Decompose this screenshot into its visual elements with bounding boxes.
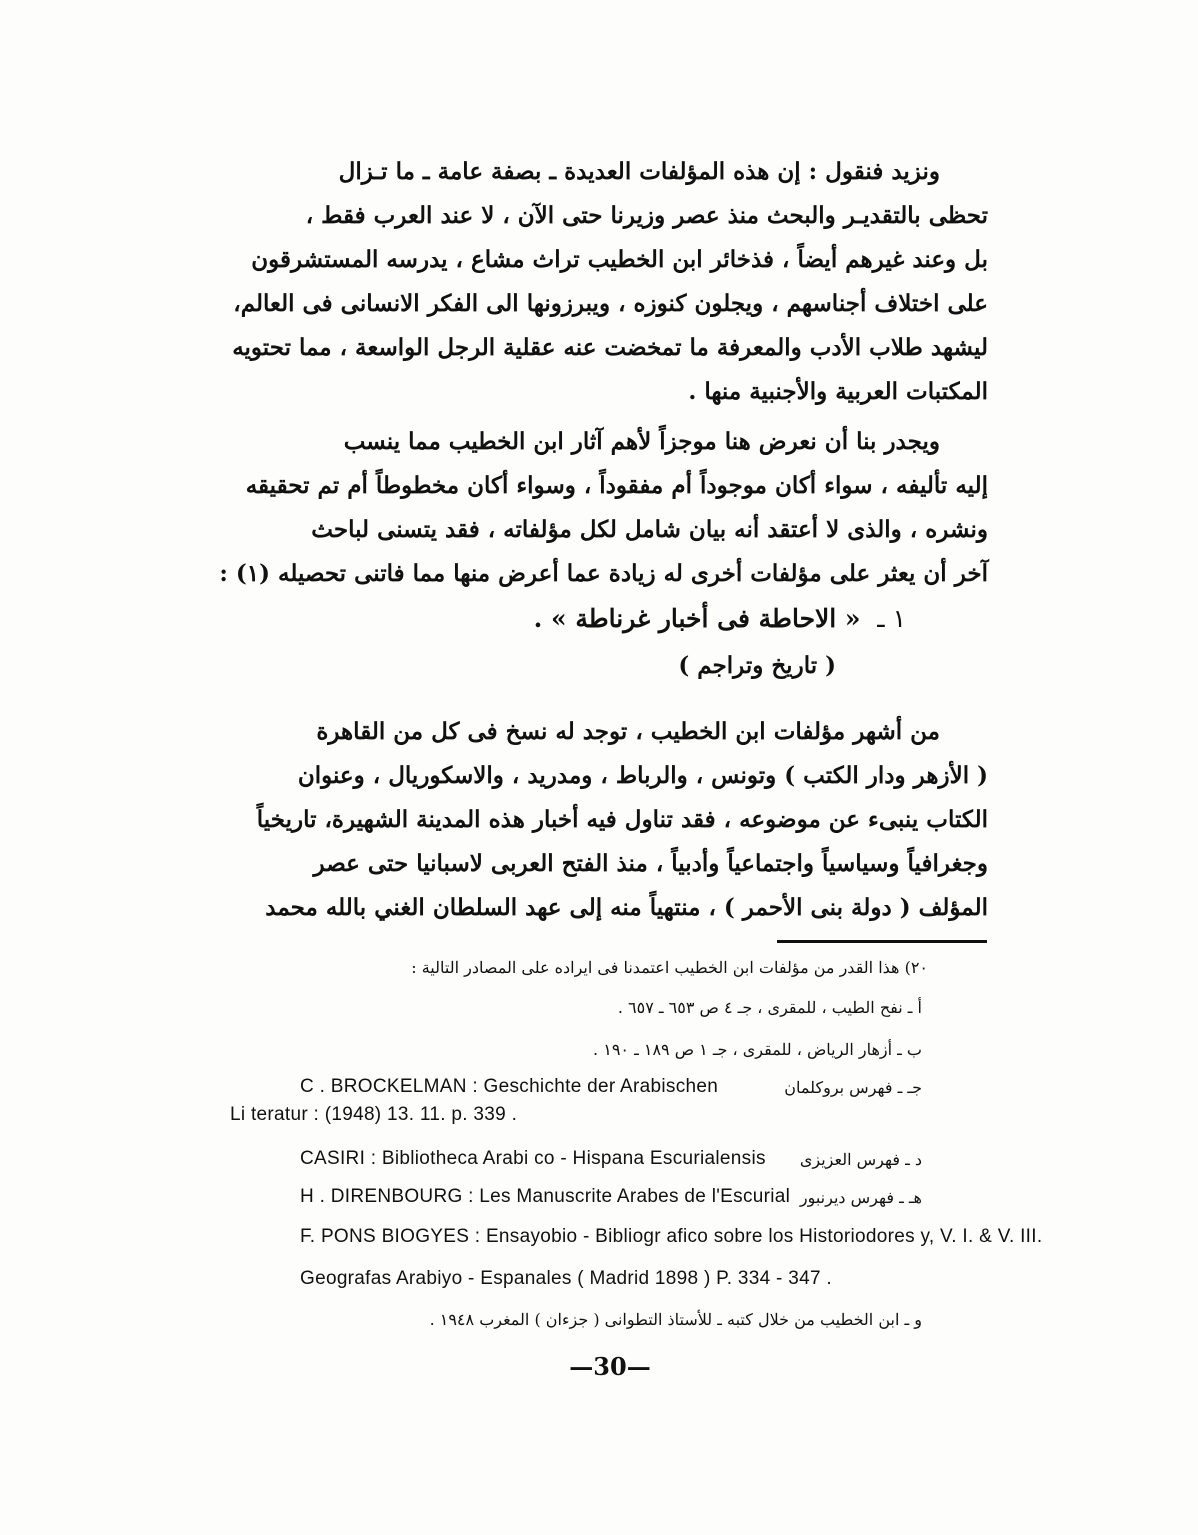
paragraph-line: ويجدر بنا أن نعرض هنا موجزاً لأهم آثار ابن الخطيب مما ينسب [343, 428, 940, 455]
footnote-item-c-latin-continued: Li teratur : (1948) 13. 11. p. 339 . [230, 1104, 518, 1125]
paragraph-line: ونشره ، والذى لا أعتقد أنه بيان شامل لكل مؤلفاته ، فقد يتسنى لباحث [311, 516, 988, 543]
footnote-intro: ٢٠) هذا القدر من مؤلفات ابن الخطيب اعتمدنا فى ايراده على المصادر التالية : [411, 958, 928, 977]
paragraph-line: آخر أن يعثر على مؤلفات أخرى له زيادة عما أعرض منها مما فاتنى تحصيله (١) : [219, 560, 988, 587]
footnote-item-d-latin: CASIRI : Bibliotheca Arabi co - Hispana Escurialensis [300, 1148, 766, 1169]
paragraph-line: ليشهد طلاب الأدب والمعرفة ما تمخضت عنه عقلية الرجل الواسعة ، مما تحتويه [232, 334, 988, 361]
paragraph-line: بل وعند غيرهم أيضاً ، فذخائر ابن الخطيب تراث مشاع ، يدرسه المستشرقون [251, 246, 988, 273]
paragraph-2 [219, 420, 988, 596]
footnote-item-a: أ ـ نفح الطيب ، للمقرى ، جـ ٤ ص ٦٥٣ ـ ٦٥٧ . [617, 998, 922, 1017]
paragraph-line: من أشهر مؤلفات ابن الخطيب ، توجد له نسخ فى كل من القاهرة [316, 718, 940, 745]
paragraph-line: تحظى بالتقديـر والبحث منذ عصر وزيرنا حتى الآن ، لا عند العرب فقط ، [305, 202, 988, 229]
footnote-separator [777, 940, 987, 943]
paragraph-line: الكتاب ينبىء عن موضوعه ، فقد تناول فيه أخبار هذه المدينة الشهيرة، تاريخياً [256, 806, 988, 833]
paragraph-3 [236, 710, 988, 930]
footnote-item-w: و ـ ابن الخطيب من خلال كتبه ـ للأستاذ التطوانى ( جزءان ) المغرب ١٩٤٨ . [429, 1310, 922, 1329]
section-heading [236, 604, 906, 633]
paragraph-line: ( الأزهر ودار الكتب ) وتونس ، والرباط ، ومدريد ، والاسكوريال ، وعنوان [297, 762, 988, 789]
paragraph-line: المؤلف ( دولة بنى الأحمر ) ، منتهياً منه إلى عهد السلطان الغني بالله محمد [265, 894, 988, 921]
footnote-item-c-latin: C . BROCKELMAN : Geschichte der Arabischen [300, 1076, 719, 1097]
footnote-item-c-arabic: جـ ـ فهرس بروكلمان [784, 1078, 922, 1097]
paragraph-line: على اختلاف أجناسهم ، ويجلون كنوزه ، ويبرزونها الى الفكر الانسانى فى العالم، [233, 290, 988, 317]
footnote-item-h-latin: H . DIRENBOURG : Les Manuscrite Arabes de l'Escurial [300, 1186, 791, 1207]
paragraph-line: إليه تأليفه ، سواء أكان موجوداً أم مفقوداً ، وسواء أكان مخطوطاً أم تم تحقيقه [245, 472, 988, 499]
section-subtitle: ( تاريخ وتراجم ) [678, 652, 836, 679]
paragraph-line: المكتبات العربية والأجنبية منها . [688, 378, 988, 405]
paragraph-line: وجغرافياً وسياسياً واجتماعياً وأدبياً ، منذ الفتح العربى لاسبانيا حتى عصر [313, 850, 988, 877]
footnote-item-b: ب ـ أزهار الرياض ، للمقرى ، جـ ١ ص ١٨٩ ـ ١٩٠ . [593, 1040, 922, 1059]
footnote-item-d-arabic: د ـ فهرس العزيزى [799, 1150, 922, 1169]
footnote-item-f-latin: F. PONS BIOGYES : Ensayobio - Bibliogr afico sobre los Historiodores y, V. I. & V. III. [300, 1226, 1043, 1247]
paragraph-1 [232, 150, 988, 414]
footnote-item-h-arabic: هـ ـ فهرس ديرنبور [799, 1188, 922, 1207]
footnote-item-f-latin-continued: Geografas Arabiyo - Espanales ( Madrid 1898 ) P. 334 - 347 . [300, 1268, 833, 1289]
paragraph-line: ونزيد فنقول : إن هذه المؤلفات العديدة ـ بصفة عامة ـ ما تـزال [338, 158, 940, 185]
section-number: ١ ـ [877, 604, 906, 633]
section-title: « الاحاطة فى أخبار غرناطة » . [533, 604, 861, 633]
page-number: —30— [569, 1352, 651, 1381]
